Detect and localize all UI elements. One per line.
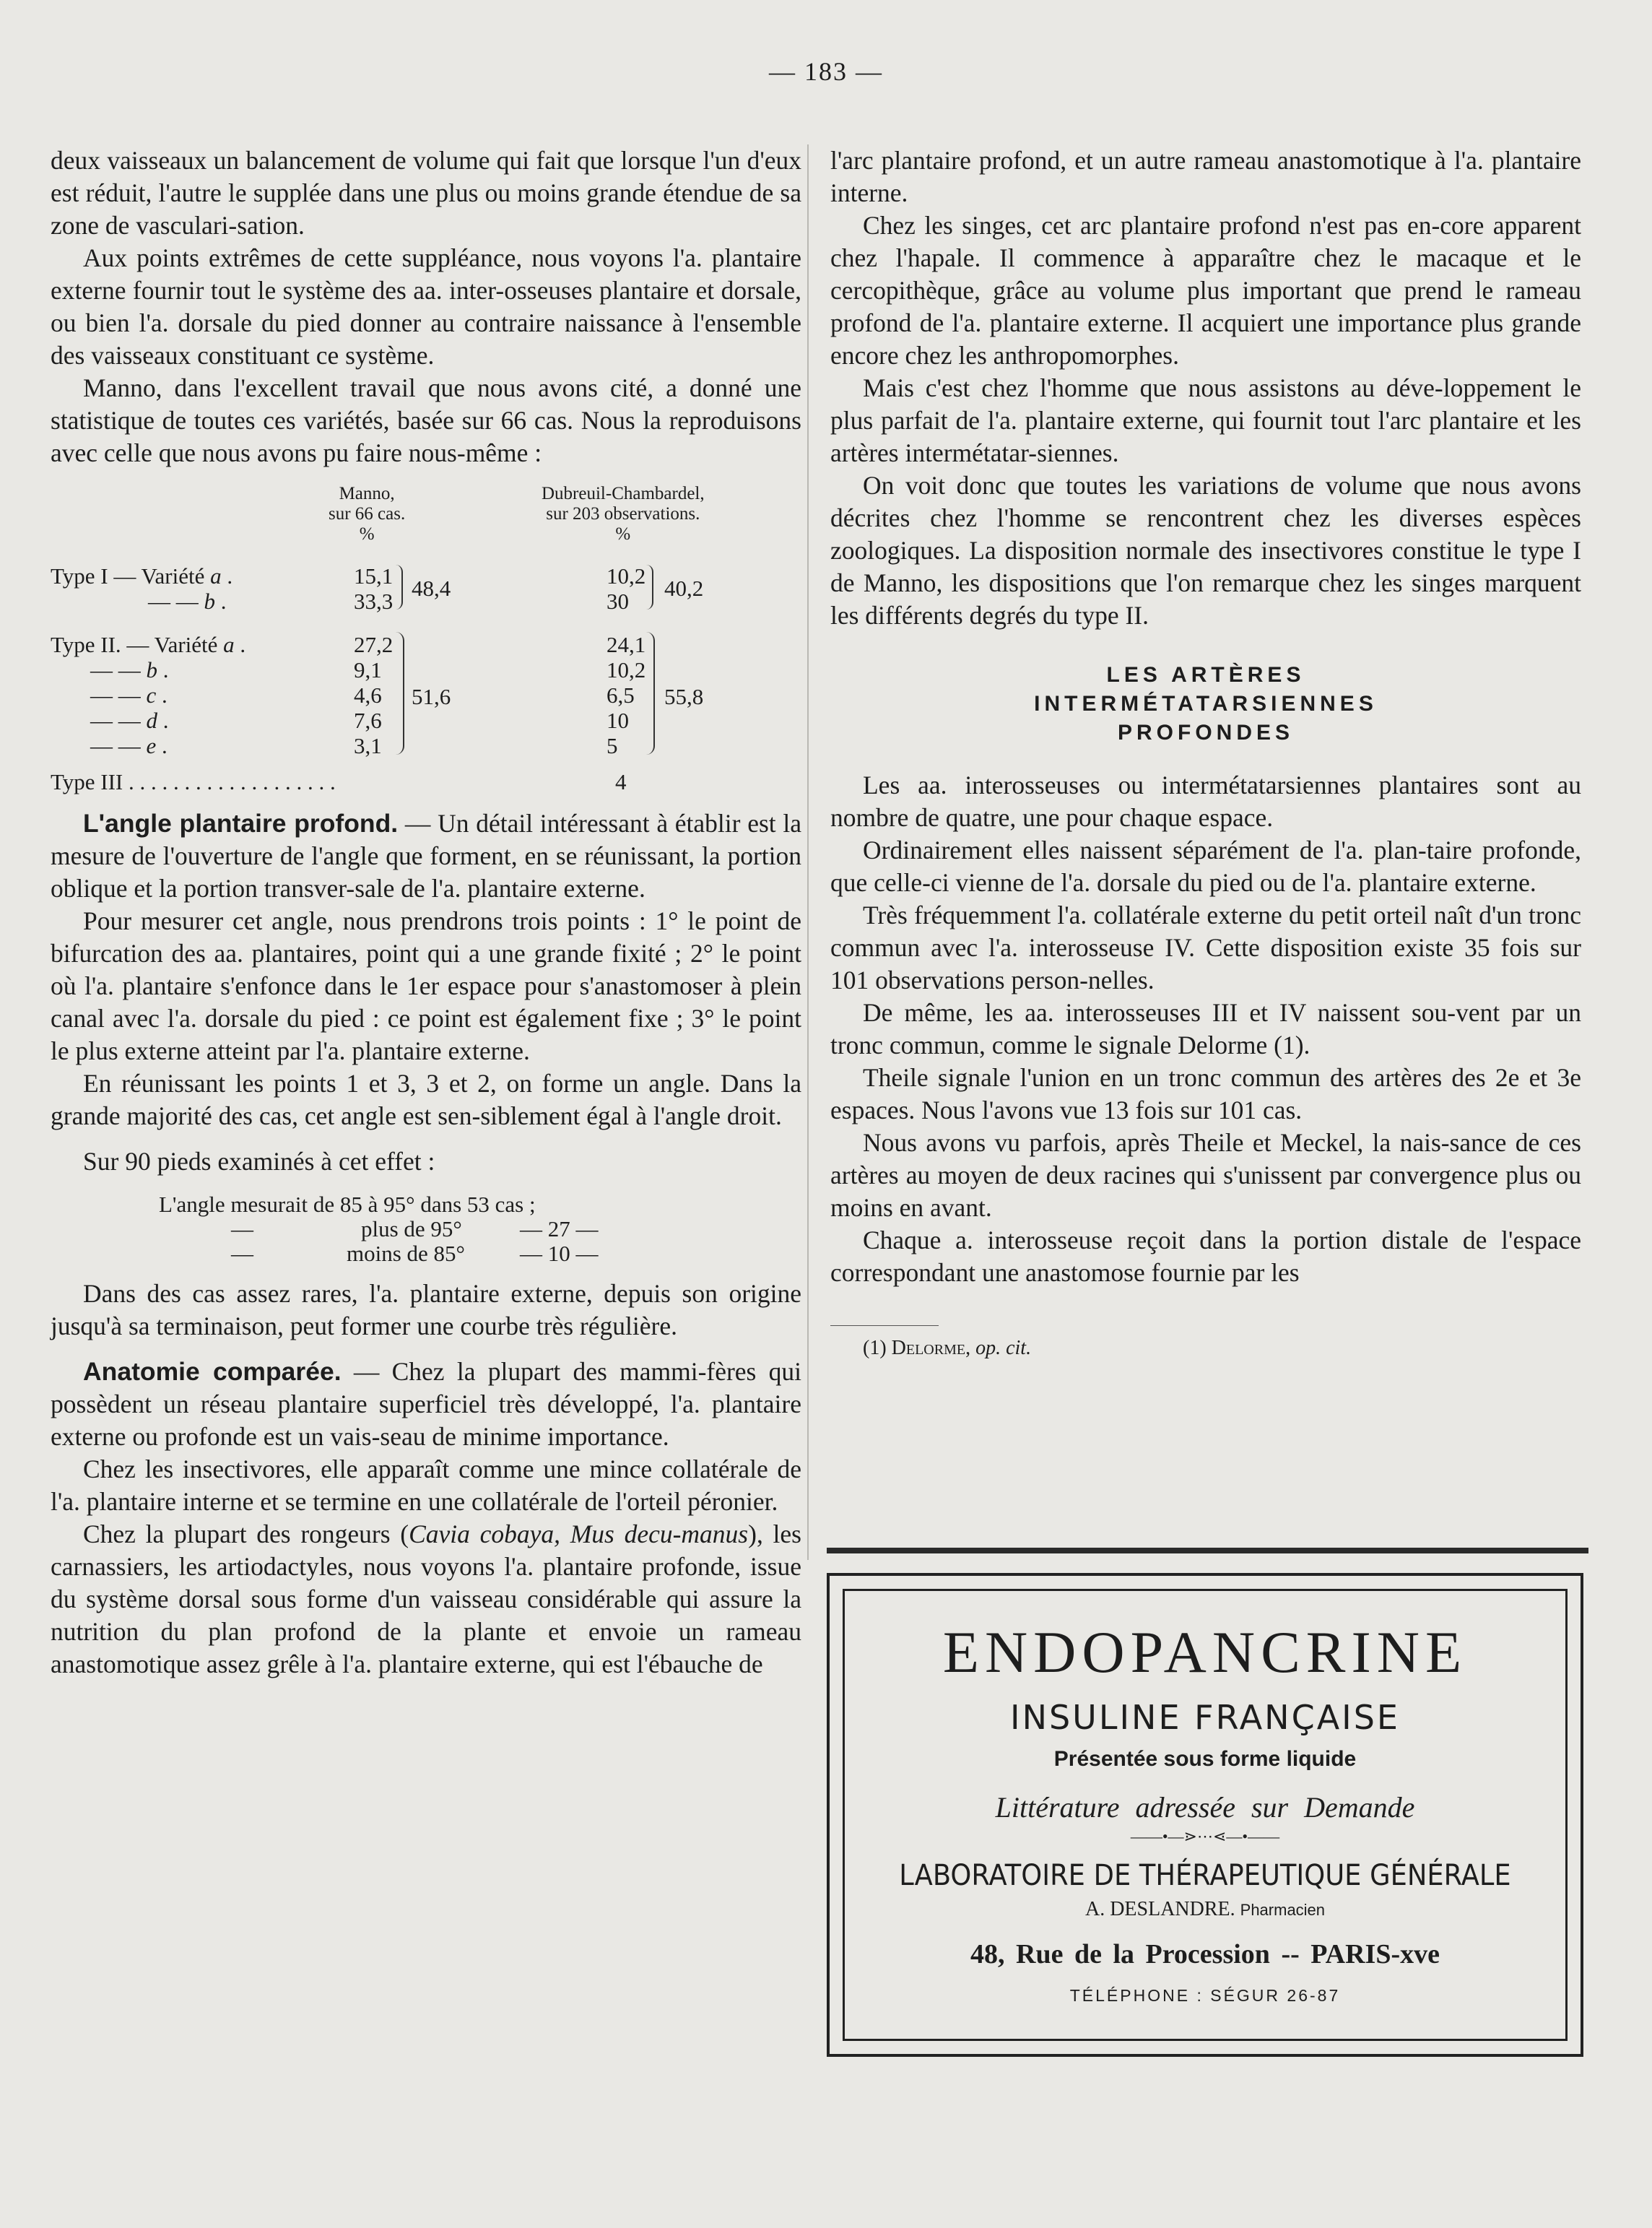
table-cell: 4 xyxy=(615,769,627,794)
table-cell: 30 xyxy=(607,589,629,614)
paragraph: Nous avons vu parfois, après Theile et Meckel, la nais-sance de ces artères au moyen de deux racines qui s'unissent par convergence plus ou moins en avant. xyxy=(830,1128,1581,1222)
column-divider xyxy=(807,144,809,1560)
column-header-manno: Manno, sur 66 cas. % xyxy=(329,484,406,544)
table-row: — — b . xyxy=(148,589,227,614)
advertisement-rule xyxy=(827,1548,1588,1553)
paragraph: Aux points extrêmes de cette suppléance, nous voyons l'a. plantaire externe fournir tout le système des aa. inter-osseuses plantaire et dorsale, ou bien l'a. dorsale du pied donner au contraire naissance à l'ensemble des vaisseaux constituant ce système. xyxy=(51,243,801,370)
table-cell: 15,1 xyxy=(354,563,394,589)
paragraph: Pour mesurer cet angle, nous prendrons trois points : 1° le point de bifurcation des aa. plantaires, point qui a une grande fixité ; 2° le point où l'a. plantaire s'enfonce dans le 1er espace pour s'anastomoser à plein canal avec l'a. dorsale du pied : ce point est également fixe ; 3° le point le plus externe atteint par l'a. plantaire externe. xyxy=(51,906,801,1065)
table-cell: 10,2 xyxy=(607,563,646,589)
table-cell: 33,3 xyxy=(354,589,394,614)
table-cell: 27,2 xyxy=(354,632,394,657)
paragraph: L'angle plantaire profond. — Un détail intéressant à établir est la mesure de l'ouverture de l'angle que forment, en se réunissant, la portion oblique et la portion transver-sale de l'a. plantaire externe. xyxy=(51,809,801,903)
table-cell: 4,6 xyxy=(354,682,382,708)
table-cell: 9,1 xyxy=(354,657,382,682)
subheading: Anatomie comparée. xyxy=(83,1357,342,1386)
paragraph: Mais c'est chez l'homme que nous assistons au déve-loppement le plus parfait de l'a. plantaire externe, qui fournit tout l'arc plantaire et les artères intermétatar-siennes. xyxy=(830,373,1581,467)
paragraph: Chez les singes, cet arc plantaire profond n'est pas en-core apparent chez l'hapale. Il commence à apparaître chez le macaque et le cercopithèque, grâce au volume plus important que prend le rameau profond de l'a. plantaire externe. Il acquiert une importance plus grande encore chez les anthropomorphes. xyxy=(830,211,1581,370)
ad-tagline: Présentée sous forme liquide xyxy=(1053,1747,1357,1771)
ad-address: 48, Rue de la Procession -- PARIS-xve xyxy=(970,1939,1440,1969)
brace xyxy=(646,565,653,610)
left-column xyxy=(51,144,801,1681)
section-title: LES ARTÈRES INTERMÉTATARSIENNES PROFONDES xyxy=(1034,663,1378,745)
table-row: Type III . . . . . . . . . . . . . . . . . . . xyxy=(51,769,336,794)
table-row: — — c . xyxy=(90,682,168,708)
table-cell: 7,6 xyxy=(354,708,382,733)
paragraph: Anatomie comparée. — Chez la plupart des mammi-fères qui possèdent un réseau plantaire superficiel très développé, l'a. plantaire externe ou profonde est un vais-seau de minime importance. xyxy=(51,1357,801,1451)
statistics-table xyxy=(51,484,801,794)
brace xyxy=(396,565,403,610)
angle-table: L'angle mesurait de 85 à 95° dans 53 cas ; — plus de 95° — 27 — — moins de 85° — 10 — xyxy=(51,1178,801,1265)
table-row: Type I — Variété a . xyxy=(51,563,233,589)
paragraph: Sur 90 pieds examinés à cet effet : xyxy=(83,1147,435,1176)
table-row: — — e . xyxy=(90,733,168,758)
angle-row: L'angle mesurait de 85 à 95° dans 53 cas ; xyxy=(159,1192,536,1217)
ad-pharmacist: A. DESLANDRE. Pharmacien xyxy=(1084,1898,1326,1920)
paragraph: Chez la plupart des rongeurs (Cavia cobaya, Mus decu-manus), les carnassiers, les artiodactyles, nous voyons l'a. plantaire profonde, issue du système dorsal sous forme d'un vaisseau considérable qui assure la nutrition du plan profond de la plante et envoie un rameau anastomotique assez grêle à l'a. plantaire externe, qui est l'ébauche de xyxy=(51,1520,801,1678)
table-cell: 5 xyxy=(607,733,618,758)
paragraph: Les aa. interosseuses ou intermétatarsiennes plantaires sont au nombre de quatre, une pour chaque espace. xyxy=(830,771,1581,832)
paragraph: Chez les insectivores, elle apparaît comme une mince collatérale de l'a. plantaire interne et se termine en une collatérale de l'orteil péronier. xyxy=(51,1455,801,1516)
table-total: 40,2 xyxy=(664,576,704,601)
table-row: Type II. — Variété a . xyxy=(51,632,246,657)
column-header-dubreuil: Dubreuil-Chambardel, sur 203 observations. % xyxy=(542,484,705,544)
page-number: — 183 — xyxy=(769,57,883,86)
paragraph: Manno, dans l'excellent travail que nous avons cité, a donné une statistique de toutes ces variétés, basée sur 66 cas. Nous la reproduisons avec celle que nous avons pu faire nous-même : xyxy=(51,373,801,467)
table-cell: 10,2 xyxy=(607,657,646,682)
table-total: 48,4 xyxy=(412,576,451,601)
table-cell: 10 xyxy=(607,708,629,733)
ad-title: ENDOPANCRINE xyxy=(942,1619,1468,1685)
footnote: (1) Delorme, op. cit. xyxy=(863,1337,1032,1359)
subheading: L'angle plantaire profond. xyxy=(83,809,399,838)
brace xyxy=(396,632,404,755)
brace xyxy=(646,632,655,755)
ad-subtitle: INSULINE FRANÇAISE xyxy=(1010,1698,1400,1737)
ad-laboratory: LABORATOIRE DE THÉRAPEUTIQUE GÉNÉRALE xyxy=(899,1859,1511,1892)
ornament-icon: ——•—⋗⋯⋖—•—— xyxy=(1130,1827,1280,1845)
paragraph: Theile signale l'union en un tronc commun des artères des 2e et 3e espaces. Nous l'avons vue 13 fois sur 101 cas. xyxy=(830,1063,1581,1124)
paragraph: En réunissant les points 1 et 3, 3 et 2, on forme un angle. Dans la grande majorité des cas, cet angle est sen-siblement égal à l'angle droit. xyxy=(51,1069,801,1130)
right-column xyxy=(830,144,1581,1361)
paragraph: l'arc plantaire profond, et un autre rameau anastomotique à l'a. plantaire interne. xyxy=(830,146,1581,207)
paragraph: De même, les aa. interosseuses III et IV naissent sou-vent par un tronc commun, comme le signale Delorme (1). xyxy=(830,998,1581,1059)
table-cell: 6,5 xyxy=(607,682,635,708)
paragraph: On voit donc que toutes les variations de volume que nous avons décrites chez l'homme se rencontrent chez les diverses espèces zoologiques. La disposition normale des insectivores constitue le type I de Manno, les dispositions que l'on remarque chez les singes marquent les différents degrés du type II. xyxy=(830,471,1581,630)
table-row: — — b . xyxy=(90,657,169,682)
paragraph: Dans des cas assez rares, l'a. plantaire externe, depuis son origine jusqu'à sa terminaison, peut former une courbe très régulière. xyxy=(51,1279,801,1340)
table-cell: 24,1 xyxy=(607,632,646,657)
paragraph: Ordinairement elles naissent séparément de l'a. plan-taire profonde, que celle-ci vienne de l'a. dorsale du pied ou de l'a. plantaire externe. xyxy=(830,836,1581,897)
paragraph: Chaque a. interosseuse reçoit dans la portion distale de l'espace correspondant une anastomose fournie par les xyxy=(830,1226,1581,1287)
advertisement-frame xyxy=(843,1589,1568,2041)
table-total: 51,6 xyxy=(412,684,451,709)
advertisement xyxy=(827,1573,1583,2057)
footnote-rule xyxy=(830,1325,939,1326)
table-total: 55,8 xyxy=(664,684,704,709)
ad-literature: Littérature adressée sur Demande xyxy=(995,1791,1415,1824)
paragraph: deux vaisseaux un balancement de volume qui fait que lorsque l'un d'eux est réduit, l'autre le supplée dans une plus ou moins grande étendue de sa zone de vasculari-sation. xyxy=(51,146,801,240)
ad-phone: TÉLÉPHONE : SÉGUR 26-87 xyxy=(1069,1986,1341,2005)
paragraph: Très fréquemment l'a. collatérale externe du petit orteil naît d'un tronc commun avec l'a. interosseuse IV. Cette disposition existe 35 fois sur 101 observations person-nelles. xyxy=(830,901,1581,994)
table-cell: 3,1 xyxy=(354,733,382,758)
table-row: — — d . xyxy=(90,708,169,733)
